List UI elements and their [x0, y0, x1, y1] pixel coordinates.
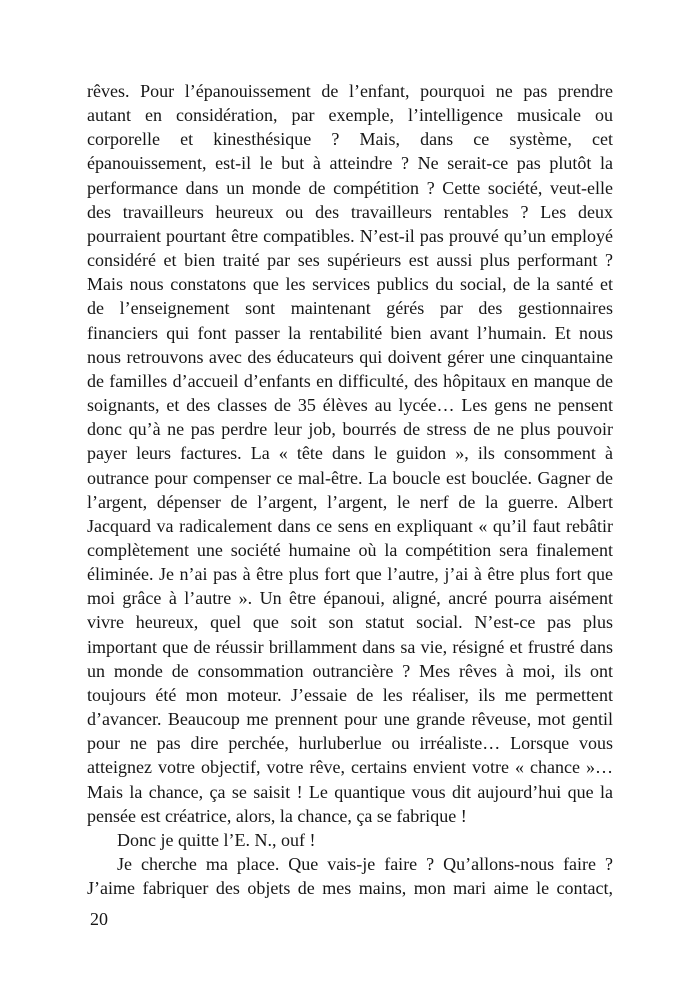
text-line: éliminée. Je n’ai pas à être plus fort que l’autre, j’ai à être plus fort que [87, 564, 613, 585]
text-line: pourraient pourtant être compatibles. N’est-il pas prouvé qu’un employé [87, 225, 613, 246]
text-line: atteignez votre objectif, votre rêve, certains envient votre « chance »… [87, 757, 613, 778]
text-line: pour ne pas dire perchée, hurluberlue ou irréaliste… Lorsque vous [87, 733, 613, 754]
text-line: Donc je quitte l’E. N., ouf ! [117, 829, 316, 850]
text-line: autant en considération, par exemple, l’intelligence musicale ou [87, 105, 613, 126]
text-line: l’argent, dépenser de l’argent, l’argent, le nerf de la guerre. Albert [87, 491, 613, 512]
text-line: des travailleurs heureux ou des travailleurs rentables ? Les deux [87, 201, 613, 222]
text-line: de familles d’accueil d’enfants en difficulté, des hôpitaux en manque de [87, 370, 613, 391]
text-line: vivre heureux, quel que soit son statut social. N’est-ce pas plus [87, 612, 613, 633]
text-line: un monde de consommation outrancière ? Mes rêves à moi, ils ont [87, 660, 613, 681]
text-line: Jacquard va radicalement dans ce sens en expliquant « qu’il faut rebâtir [87, 515, 613, 536]
text-line: toujours été mon moteur. J’essaie de les réaliser, ils me permettent [87, 684, 613, 705]
text-line: important que de réussir brillamment dans sa vie, résigné et frustré dans [87, 636, 613, 657]
text-line: corporelle et kinesthésique ? Mais, dans ce système, cet [87, 129, 613, 150]
text-line: pensée est créatrice, alors, la chance, ça se fabrique ! [87, 805, 467, 826]
text-line: Mais nous constatons que les services publics du social, de la santé et [87, 274, 613, 295]
text-line: payer leurs factures. La « tête dans le guidon », ils consomment à [87, 443, 613, 464]
page-text-block [87, 79, 613, 900]
text-line: d’avancer. Beaucoup me prennent pour une grande rêveuse, mot gentil [87, 709, 613, 730]
text-line: outrance pour compenser ce mal-être. La boucle est bouclée. Gagner de [87, 467, 613, 488]
text-line: Je cherche ma place. Que vais-je faire ? Qu’allons-nous faire ? [117, 854, 613, 874]
text-line: considéré et bien traité par ses supérieurs est aussi plus performant ? [87, 250, 613, 271]
text-line: financiers qui font passer la rentabilité bien avant l’humain. Et nous [87, 322, 613, 343]
text-line: soignants, et des classes de 35 élèves au lycée… Les gens ne pensent [87, 395, 613, 416]
text-line: rêves. Pour l’épanouissement de l’enfant, pourquoi ne pas prendre [87, 81, 613, 101]
text-line: J’aime fabriquer des objets de mes mains, mon mari aime le contact, [87, 878, 613, 899]
text-line: de l’enseignement sont maintenant gérés par des gestionnaires [87, 298, 613, 319]
text-line: performance dans un monde de compétition ? Cette société, veut-elle [87, 177, 613, 198]
page-number: 20 [90, 909, 108, 929]
text-line: donc qu’à ne pas perdre leur job, bourrés de stress de ne plus pouvoir [87, 419, 613, 440]
text-line: nous retrouvons avec des éducateurs qui doivent gérer une cinquantaine [87, 346, 613, 367]
text-line: moi grâce à l’autre ». Un être épanoui, aligné, ancré pourra aisément [87, 588, 613, 609]
text-line: Mais la chance, ça se saisit ! Le quantique vous dit aujourd’hui que la [87, 781, 613, 802]
page-footer [90, 907, 108, 931]
text-line: complètement une société humaine où la compétition sera finalement [87, 539, 613, 560]
text-line: épanouissement, est-il le but à atteindre ? Ne serait-ce pas plutôt la [87, 153, 613, 174]
